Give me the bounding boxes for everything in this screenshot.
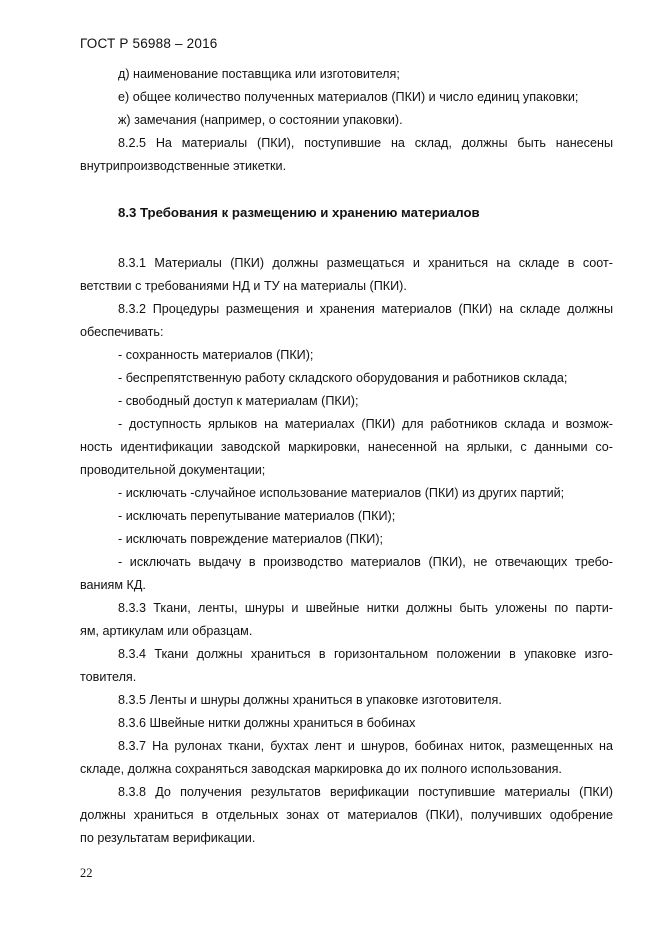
list-item: - доступность ярлыков на материалах (ПКИ) для работников склада и возмож- xyxy=(118,417,613,431)
paragraph-line: 8.3.5 Ленты и шнуры должны храниться в упаковке изготовителя. xyxy=(118,693,502,707)
list-item-continuation: проводительной документации; xyxy=(80,463,266,477)
paragraph-line: складе, должна сохраняться заводская маркировка до их полного использования. xyxy=(80,762,562,776)
paragraph-line: 8.3.1 Материалы (ПКИ) должны размещаться и храниться на складе в соот- xyxy=(118,256,613,270)
paragraph-line: 8.3.6 Швейные нитки должны храниться в бобинах xyxy=(118,716,416,730)
document-header: ГОСТ Р 56988 – 2016 xyxy=(80,36,218,51)
paragraph-line: ям, артикулам или образцам. xyxy=(80,624,253,638)
paragraph-line: 8.3.8 До получения результатов верификации поступившие материалы (ПКИ) xyxy=(118,785,613,799)
list-item: е) общее количество полученных материалов (ПКИ) и число единиц упаковки; xyxy=(118,90,579,104)
paragraph-line: по результатам верификации. xyxy=(80,831,256,845)
page-number: 22 xyxy=(80,866,93,880)
list-item: д) наименование поставщика или изготовителя; xyxy=(118,67,400,81)
list-item: - исключать повреждение материалов (ПКИ); xyxy=(118,532,384,546)
paragraph-line: обеспечивать: xyxy=(80,325,164,339)
paragraph-line: ветствии с требованиями НД и ТУ на материалы (ПКИ). xyxy=(80,279,407,293)
paragraph-line: 8.3.3 Ткани, ленты, шнуры и швейные нитки должны быть уложены по парти- xyxy=(118,601,613,615)
list-item: - свободный доступ к материалам (ПКИ); xyxy=(118,394,359,408)
section-heading: 8.3 Требования к размещению и хранению материалов xyxy=(118,205,480,220)
paragraph-line: товителя. xyxy=(80,670,137,684)
paragraph-line: внутрипроизводственные этикетки. xyxy=(80,159,287,173)
paragraph-line: должны храниться в отдельных зонах от материалов (ПКИ), получивших одобрение xyxy=(80,808,613,822)
list-item: - сохранность материалов (ПКИ); xyxy=(118,348,314,362)
paragraph-line: 8.3.4 Ткани должны храниться в горизонтальном положении в упаковке изго- xyxy=(118,647,613,661)
list-item-continuation: ваниям КД. xyxy=(80,578,146,592)
list-item: - исключать перепутывание материалов (ПКИ); xyxy=(118,509,396,523)
list-item: - исключать -случайное использование материалов (ПКИ) из других партий; xyxy=(118,486,565,500)
list-item: ж) замечания (например, о состоянии упаковки). xyxy=(118,113,403,127)
paragraph-line: 8.3.7 На рулонах ткани, бухтах лент и шнуров, бобинах ниток, размещенных на xyxy=(118,739,613,753)
list-item: - беспрепятственную работу складского оборудования и работников склада; xyxy=(118,371,568,385)
list-item: - исключать выдачу в производство материалов (ПКИ), не отвечающих требо- xyxy=(118,555,613,569)
paragraph-line: 8.3.2 Процедуры размещения и хранения материалов (ПКИ) на складе должны xyxy=(118,302,613,316)
paragraph-line: 8.2.5 На материалы (ПКИ), поступившие на склад, должны быть нанесены xyxy=(118,136,613,150)
list-item-continuation: ность идентификации заводской маркировки, нанесенной на ярлыки, с данными со- xyxy=(80,440,613,454)
